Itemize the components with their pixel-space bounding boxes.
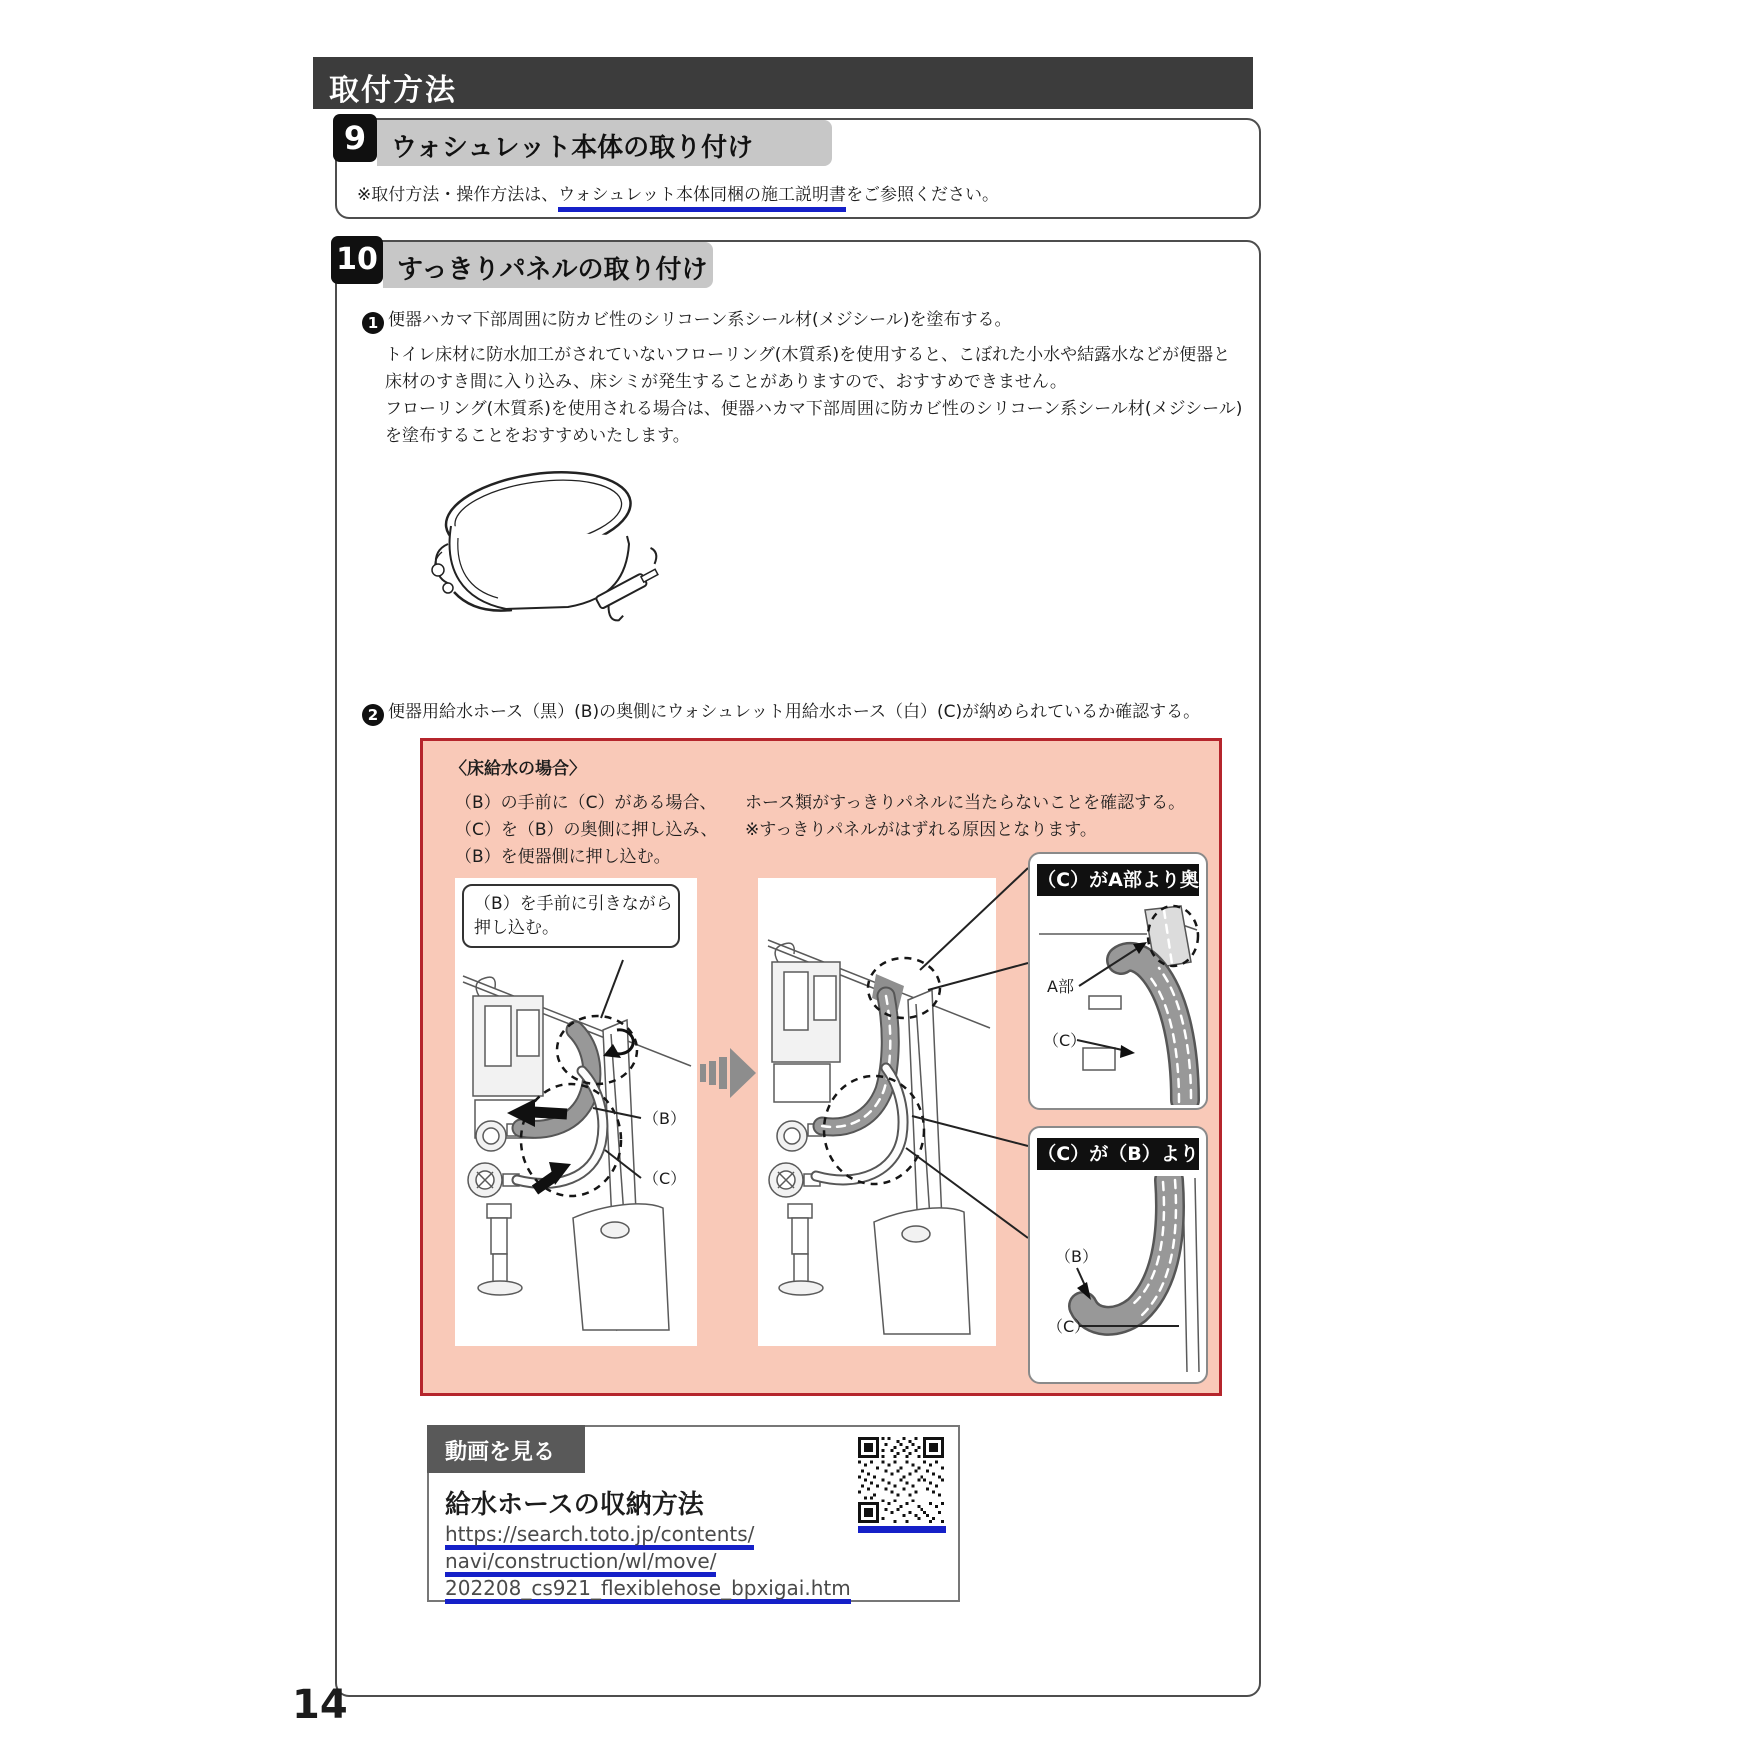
video-title: 給水ホースの収納方法 xyxy=(445,1490,704,1520)
section10-header-strip xyxy=(383,242,713,288)
floor-supply-heading: 〈床給水の場合〉 xyxy=(450,759,586,779)
step2-line xyxy=(362,697,1200,726)
section-title-bar xyxy=(313,57,1253,109)
detail2-diagram xyxy=(1033,1176,1203,1376)
callout-line-2: 押し込む。 xyxy=(474,918,559,938)
toilet-caulk-illustration xyxy=(418,452,668,624)
detail2-label-c: （C） xyxy=(1047,1317,1091,1336)
detail2-header: （C）が（B）より奥側 xyxy=(1037,1138,1199,1170)
section9-note xyxy=(357,180,999,212)
video-url-2[interactable]: navi/construction/wl/move/ xyxy=(445,1550,716,1577)
video-url-line-2 xyxy=(445,1549,716,1577)
floor-supply-right-2: ※すっきりパネルがはずれる原因となります。 xyxy=(745,820,1097,840)
video-url-line-1 xyxy=(445,1522,754,1550)
section9-title: ウォシュレット本体の取り付け xyxy=(391,133,754,163)
section9-header-strip xyxy=(377,120,832,166)
video-tab xyxy=(427,1425,585,1473)
callout-line-1: （B）を手前に引きながら xyxy=(474,894,673,914)
label-c-before: （C） xyxy=(643,1169,687,1188)
video-tab-label: 動画を見る xyxy=(445,1440,556,1465)
para-line-2: 床材のすき間に入り込み、床シミが発生することがありますので、おすすめできません。 xyxy=(385,372,1067,392)
video-url-1[interactable]: https://search.toto.jp/contents/ xyxy=(445,1523,754,1550)
video-url-line-3 xyxy=(445,1576,851,1604)
step1-text: 便器ハカマ下部周囲に防カビ性のシリコーン系シール材(メジシール)を塗布する。 xyxy=(388,310,1012,330)
floor-supply-left-3: （B）を便器側に押し込む。 xyxy=(455,847,671,867)
diagram-before xyxy=(455,878,697,1346)
section9-note-suffix: をご参照ください。 xyxy=(846,185,1000,205)
step2-text: 便器用給水ホース（黒）(B)の奥側にウォシュレット用給水ホース（白）(C)が納められているか確認する。 xyxy=(388,702,1201,722)
para-line-3: フローリング(木質系)を使用される場合は、便器ハカマ下部周囲に防カビ性のシリコーン系シール材(メジシール) xyxy=(385,399,1243,419)
diagram-before-panel xyxy=(455,878,697,1346)
section10-badge: 10 xyxy=(331,236,383,284)
step1-line xyxy=(362,305,1011,334)
detail1-label-c: （C） xyxy=(1043,1031,1087,1050)
step2-marker: 2 xyxy=(362,704,384,726)
diagram-after xyxy=(758,878,996,1346)
next-step-arrow-icon xyxy=(700,1040,756,1106)
detail1-diagram xyxy=(1033,900,1203,1105)
floor-supply-left-2: （C）を（B）の奥側に押し込み、 xyxy=(455,820,718,840)
detail2-label-b: （B） xyxy=(1055,1247,1098,1266)
section9-badge: 9 xyxy=(333,114,377,162)
section9-manual-link[interactable]: ウォシュレット本体同梱の施工説明書 xyxy=(558,186,846,212)
qr-link-underline xyxy=(858,1526,946,1533)
para-line-1: トイレ床材に防水加工がされていないフローリング(木質系)を使用すると、こぼれた小水や結露水などが便器と xyxy=(385,345,1231,365)
detail1-label-a: A部 xyxy=(1047,977,1074,996)
diagram-after-panel xyxy=(758,878,996,1346)
pull-push-callout xyxy=(462,884,680,948)
video-url-3[interactable]: 202208_cs921_flexiblehose_bpxigai.htm xyxy=(445,1577,851,1604)
section10-title: すっきりパネルの取り付け xyxy=(397,255,708,285)
floor-supply-right-1: ホース類がすっきりパネルに当たらないことを確認する。 xyxy=(745,793,1186,813)
step1-marker: 1 xyxy=(362,312,384,334)
page-number: 14 xyxy=(292,1682,348,1728)
para-line-4: を塗布することをおすすめいたします。 xyxy=(385,426,690,446)
label-b-before: （B） xyxy=(643,1109,686,1128)
floor-supply-left-1: （B）の手前に（C）がある場合、 xyxy=(455,793,717,813)
detail1-header: （C）がA部より奥側 xyxy=(1037,864,1199,896)
qr-code-icon xyxy=(858,1437,944,1523)
section9-note-prefix: ※取付方法・操作方法は、 xyxy=(357,185,559,205)
page-title: 取付方法 xyxy=(329,73,457,108)
